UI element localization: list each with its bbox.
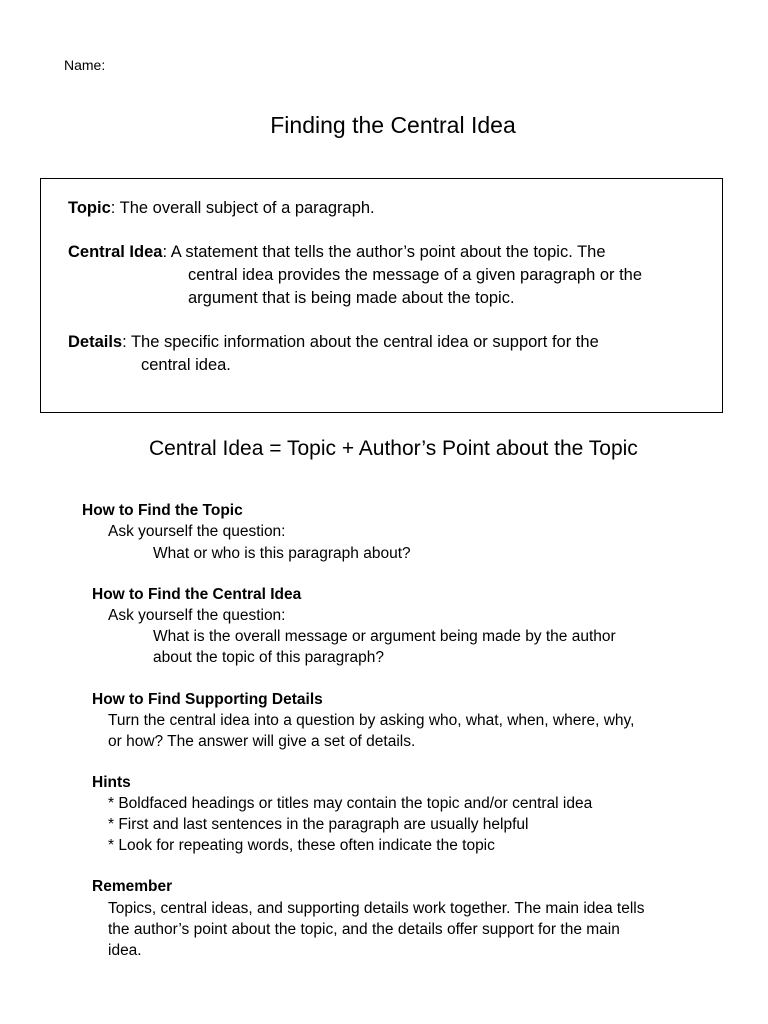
details-definition (68, 331, 599, 354)
central-idea-term: Central Idea (68, 243, 163, 261)
remember-heading: Remember (92, 878, 173, 895)
find-details-line1: Turn the central idea into a question by asking who, what, when, where, why, (108, 712, 635, 729)
remember-line1: Topics, central ideas, and supporting details work together. The main idea tells (108, 900, 645, 917)
name-label: Name: (64, 57, 106, 73)
central-idea-text-line2: central idea provides the message of a given paragraph or the (188, 266, 643, 284)
page-title: Finding the Central Idea (270, 112, 516, 138)
find-central-idea-prompt: Ask yourself the question: (108, 607, 286, 624)
find-details-line2: or how? The answer will give a set of details. (108, 733, 416, 750)
topic-definition (68, 197, 375, 220)
remember-line2: the author’s point about the topic, and the details offer support for the main (108, 921, 620, 938)
remember-line3: idea. (108, 942, 142, 959)
central-idea-formula: Central Idea = Topic + Author’s Point about the Topic (149, 437, 638, 460)
find-topic-heading: How to Find the Topic (82, 502, 243, 519)
details-text-line2: central idea. (141, 356, 231, 374)
hint-item: * Look for repeating words, these often indicate the topic (108, 837, 495, 854)
central-idea-text-line3: argument that is being made about the topic. (188, 289, 515, 307)
hint-item: * Boldfaced headings or titles may contain the topic and/or central idea (108, 795, 593, 812)
topic-text: : The overall subject of a paragraph. (110, 199, 375, 217)
find-details-heading: How to Find Supporting Details (92, 691, 323, 708)
hints-heading: Hints (92, 774, 131, 791)
find-topic-prompt: Ask yourself the question: (108, 523, 286, 540)
central-idea-definition (68, 241, 606, 264)
central-idea-text-line1: : A statement that tells the author’s point about the topic. The (162, 243, 606, 261)
find-topic-question: What or who is this paragraph about? (153, 545, 411, 562)
details-term: Details (68, 333, 123, 351)
hint-item: * First and last sentences in the paragraph are usually helpful (108, 816, 529, 833)
find-central-idea-question-line1: What is the overall message or argument being made by the author (153, 628, 616, 645)
find-central-idea-heading: How to Find the Central Idea (92, 586, 302, 603)
details-text-line1: : The specific information about the central idea or support for the (122, 333, 599, 351)
topic-term: Topic (68, 199, 111, 217)
find-central-idea-question-line2: about the topic of this paragraph? (153, 649, 384, 666)
